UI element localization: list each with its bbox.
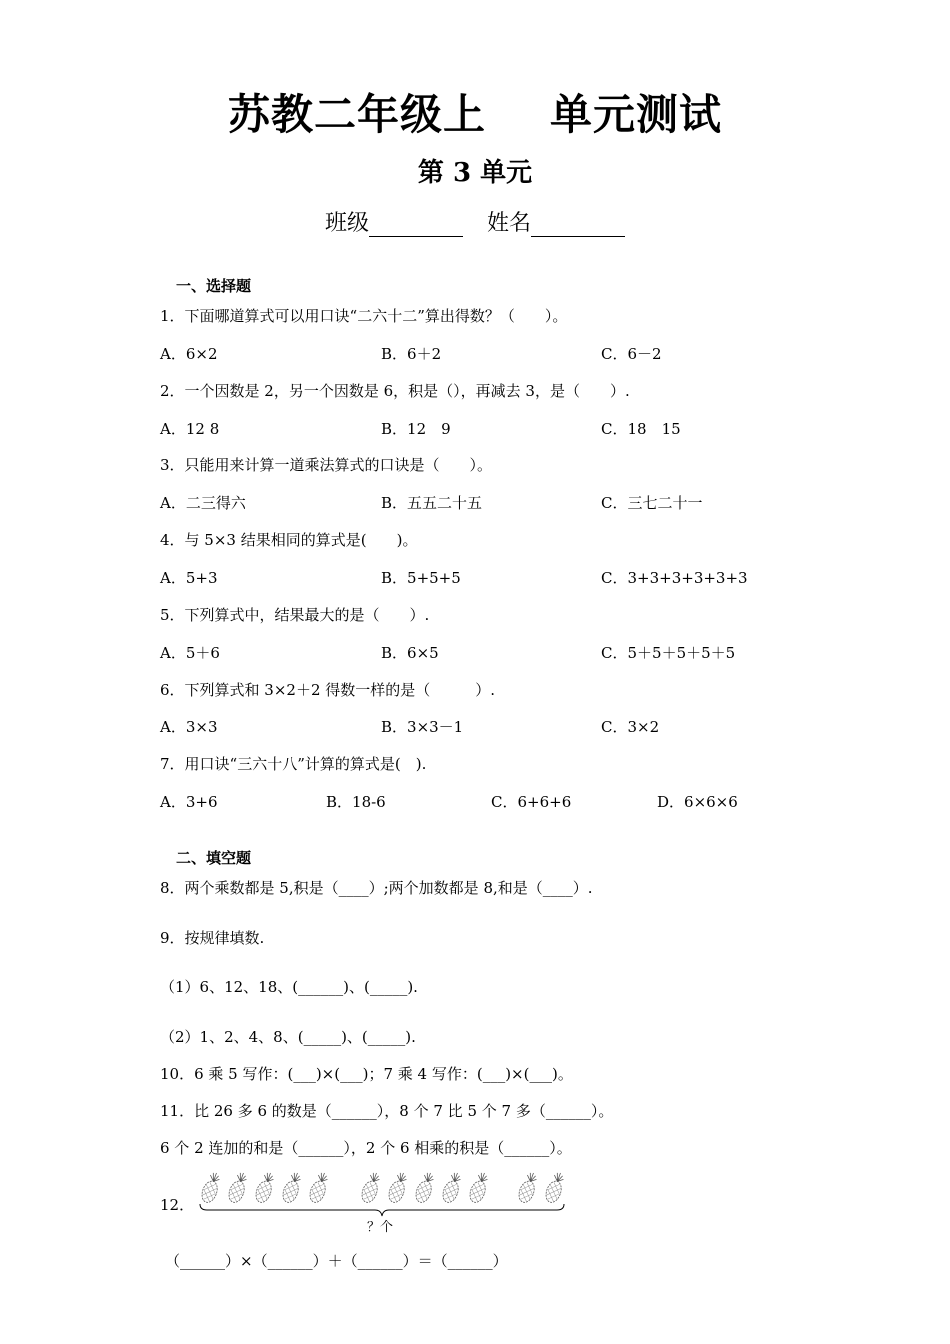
question-7: 7．用口诀“三六十八”计算的算式是( ). [160,755,427,773]
q7-option-d: D．6×6×6 [657,793,738,811]
pineapple-icon [467,1171,491,1205]
q4-option-a: A．5+3 [160,569,218,587]
name-label: 姓名 [487,211,532,236]
q3-option-c: C．三七二十一 [601,494,703,512]
question-11: 11．比 26 多 6 的数是（______），8 个 7 比 5 个 7 多（______）。 [160,1102,614,1120]
question-6: 6．下列算式和 3×2＋2 得数一样的是（ ）. [160,681,496,699]
brace-label: ？个 [367,1220,394,1235]
question-10: 10．6 乘 5 写作：(___)×(___)；7 乘 4 写作：(___)×(___)。 [160,1065,573,1083]
q2-option-a: A．12 8 [160,420,220,438]
unit-subtitle: 第 3 单元 [417,158,533,188]
q5-option-c: C．5＋5＋5＋5＋5 [601,644,736,662]
title-left: 苏教二年级上 [227,90,486,139]
fruit-icons [199,1171,567,1205]
question-8: 8．两个乘数都是 5,积是（____）;两个加数都是 8,和是（____）. [160,879,593,897]
q7-option-a: A．3+6 [160,793,218,811]
q7-option-c: C．6+6+6 [491,793,572,811]
q6-option-a: A．3×3 [160,718,218,736]
question-9: 9．按规律填数. [160,929,265,947]
name-blank[interactable] [531,214,625,237]
question-1: 1．下面哪道算式可以用口诀“二六十二”算出得数？（ ）。 [160,307,568,325]
class-label: 班级 [324,211,369,236]
q2-option-b: B．12 9 [381,420,451,438]
section-choice-heading: 一、选择题 [176,277,252,295]
curly-brace [200,1204,564,1216]
question-3: 3．只能用来计算一道乘法算式的口诀是（ ）。 [160,456,493,474]
pineapple-icon [386,1171,410,1205]
question-4: 4．与 5×3 结果相同的算式是( )。 [160,531,418,549]
question-2: 2．一个因数是 2，另一个因数是 6，积是（），再减去 3，是（ ）. [160,382,630,400]
q7-option-b: B．18-6 [326,793,386,811]
q5-option-a: A．5＋6 [160,644,220,662]
title-right: 单元测试 [550,90,723,139]
q5-option-b: B．6×5 [381,644,439,662]
class-name-line [0,206,950,237]
q1-option-c: C．6－2 [601,345,662,363]
q4-option-c: C．3+3+3+3+3+3 [601,569,748,587]
question-11-line-2: 6 个 2 连加的和是（______），2 个 6 相乘的积是（______）。 [160,1139,572,1157]
page-title [0,82,950,142]
pineapple-icon [307,1171,331,1205]
section-fill-heading: 二、填空题 [176,849,252,867]
pineapple-icon [359,1171,383,1205]
pineapple-icon [280,1171,304,1205]
pineapple-icon [516,1171,540,1205]
q1-option-b: B．6＋2 [381,345,442,363]
q4-option-b: B．5+5+5 [381,569,461,587]
question-9-part-2: （2）1、2、4、8、(_____)、(_____). [160,1028,416,1046]
pineapple-icon [440,1171,464,1205]
class-blank[interactable] [369,214,463,237]
pineapple-icon [543,1171,567,1205]
q3-option-a: A．二三得六 [160,494,246,512]
q6-option-c: C．3×2 [601,718,660,736]
q6-option-b: B．3×3－1 [381,718,464,736]
pineapple-icon [199,1171,223,1205]
question-5: 5．下列算式中，结果最大的是（ ）. [160,606,430,624]
q1-option-a: A．6×2 [160,345,218,363]
question-12-equation: （______）×（______）＋（______）＝（______） [165,1252,508,1270]
pineapple-icon [413,1171,437,1205]
q2-option-c: C．18 15 [601,420,681,438]
pineapple-icon [226,1171,250,1205]
question-12-figure [195,1168,570,1238]
question-12-label: 12． [160,1196,195,1214]
pineapple-icon [253,1171,277,1205]
q3-option-b: B．五五二十五 [381,494,483,512]
question-9-part-1: （1）6、12、18、(______)、(_____). [160,978,418,996]
